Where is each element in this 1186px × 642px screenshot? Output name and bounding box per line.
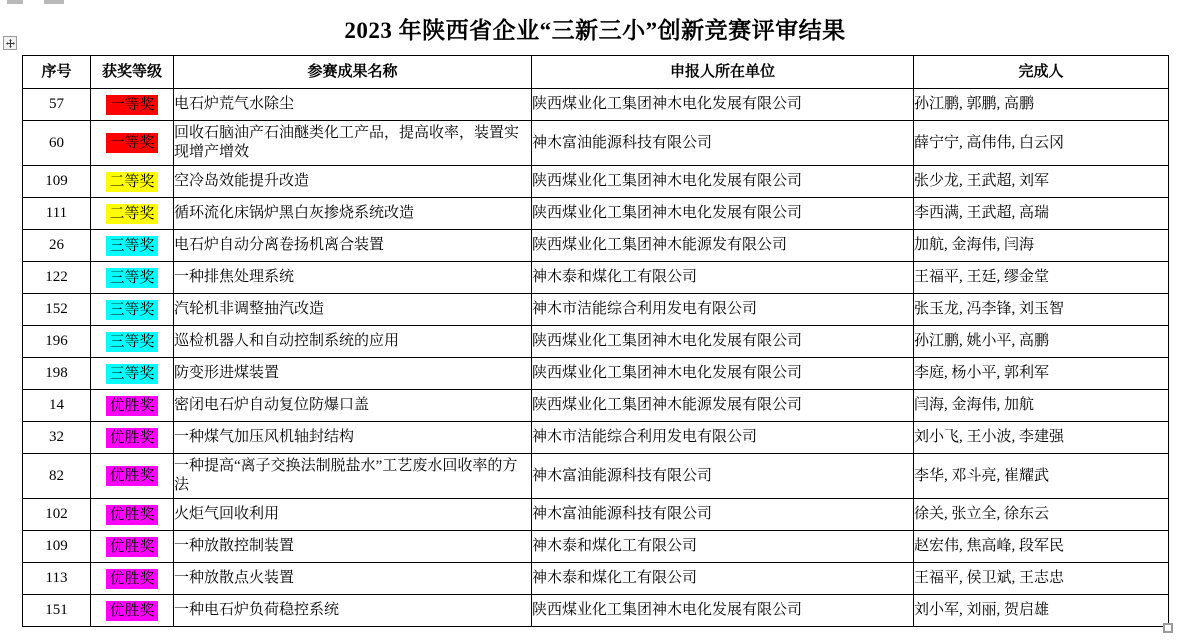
- cell-award: [91, 454, 174, 499]
- table-resize-handle[interactable]: [1163, 623, 1173, 633]
- table-row: [23, 262, 1169, 294]
- cell-people: 张少龙, 王武超, 刘军: [914, 166, 1169, 198]
- cell-org: 神木市洁能综合利用发电有限公司: [532, 294, 914, 326]
- cell-award: [91, 422, 174, 454]
- award-badge: 三等奖: [106, 364, 157, 384]
- cell-project: 一种放散点火装置: [174, 563, 532, 595]
- cell-people: 王福平, 王廷, 缪金堂: [914, 262, 1169, 294]
- cell-org: 陕西煤业化工集团神木能源发展有限公司: [532, 390, 914, 422]
- cell-project: 密闭电石炉自动复位防爆口盖: [174, 390, 532, 422]
- cell-award: [91, 198, 174, 230]
- cell-people: 孙江鹏, 姚小平, 高鹏: [914, 326, 1169, 358]
- cell-org: 神木泰和煤化工有限公司: [532, 563, 914, 595]
- cell-project: 回收石脑油产石油醚类化工产品，提高收率，装置实现增产增效: [174, 121, 532, 166]
- table-move-handle[interactable]: [3, 36, 17, 50]
- cell-org: 神木泰和煤化工有限公司: [532, 262, 914, 294]
- table-row: [23, 390, 1169, 422]
- cell-org: 神木富油能源科技有限公司: [532, 499, 914, 531]
- award-badge: 一等奖: [106, 133, 157, 153]
- award-badge: 三等奖: [106, 300, 157, 320]
- cell-project: 防变形进煤装置: [174, 358, 532, 390]
- cell-project: 巡检机器人和自动控制系统的应用: [174, 326, 532, 358]
- cell-award: [91, 121, 174, 166]
- cell-people: 孙江鹏, 郭鹏, 高鹏: [914, 89, 1169, 121]
- table-row: [23, 89, 1169, 121]
- page-title: 2023 年陕西省企业“三新三小”创新竞赛评审结果: [344, 18, 846, 43]
- award-badge: 优胜奖: [106, 601, 157, 621]
- cell-award: [91, 531, 174, 563]
- cell-project: 电石炉自动分离卷扬机离合装置: [174, 230, 532, 262]
- table-row: [23, 595, 1169, 627]
- cell-org: 神木市洁能综合利用发电有限公司: [532, 422, 914, 454]
- col-header-project: 参赛成果名称: [174, 56, 532, 89]
- award-badge: 二等奖: [106, 172, 157, 192]
- cell-award: [91, 326, 174, 358]
- cell-people: 王福平, 侯卫斌, 王志忠: [914, 563, 1169, 595]
- cell-org: 神木泰和煤化工有限公司: [532, 531, 914, 563]
- cell-org: 神木富油能源科技有限公司: [532, 454, 914, 499]
- table-row: [23, 326, 1169, 358]
- cell-people: 李庭, 杨小平, 郭利军: [914, 358, 1169, 390]
- cell-no: 32: [23, 422, 91, 454]
- cell-project: 一种排焦处理系统: [174, 262, 532, 294]
- table-row: [23, 166, 1169, 198]
- cell-project: 汽轮机非调整抽汽改造: [174, 294, 532, 326]
- award-badge: 优胜奖: [106, 466, 157, 486]
- cell-project: 火炬气回收利用: [174, 499, 532, 531]
- cell-no: 122: [23, 262, 91, 294]
- cell-org: 陕西煤业化工集团神木电化发展有限公司: [532, 358, 914, 390]
- cell-people: 张玉龙, 冯李锋, 刘玉智: [914, 294, 1169, 326]
- award-badge: 优胜奖: [106, 537, 157, 557]
- award-badge: 三等奖: [106, 332, 157, 352]
- header-row: [23, 56, 1169, 89]
- cell-no: 109: [23, 531, 91, 563]
- cell-no: 57: [23, 89, 91, 121]
- cell-award: [91, 390, 174, 422]
- award-badge: 三等奖: [106, 236, 157, 256]
- results-table: [22, 55, 1169, 627]
- cell-no: 102: [23, 499, 91, 531]
- award-badge: 优胜奖: [106, 396, 157, 416]
- col-header-people: 完成人: [914, 56, 1169, 89]
- cell-people: 薛宁宁, 高伟伟, 白云冈: [914, 121, 1169, 166]
- cell-no: 196: [23, 326, 91, 358]
- table-row: [23, 198, 1169, 230]
- cell-project: 一种电石炉负荷稳控系统: [174, 595, 532, 627]
- cutoff-content-artifact: [44, 0, 64, 4]
- cell-org: 陕西煤业化工集团神木电化发展有限公司: [532, 326, 914, 358]
- table-row: [23, 294, 1169, 326]
- cell-project: 电石炉荒气水除尘: [174, 89, 532, 121]
- cell-no: 60: [23, 121, 91, 166]
- table-row: [23, 358, 1169, 390]
- award-badge: 二等奖: [106, 204, 157, 224]
- cell-people: 刘小飞, 王小波, 李建强: [914, 422, 1169, 454]
- table-row: [23, 563, 1169, 595]
- cell-award: [91, 294, 174, 326]
- cell-award: [91, 595, 174, 627]
- cell-org: 陕西煤业化工集团神木电化发展有限公司: [532, 198, 914, 230]
- cell-org: 陕西煤业化工集团神木能源发有限公司: [532, 230, 914, 262]
- table-row: [23, 422, 1169, 454]
- cell-no: 26: [23, 230, 91, 262]
- cell-people: 李华, 邓斗亮, 崔耀武: [914, 454, 1169, 499]
- cell-award: [91, 563, 174, 595]
- table-row: [23, 230, 1169, 262]
- cell-people: 赵宏伟, 焦高峰, 段军民: [914, 531, 1169, 563]
- cell-no: 152: [23, 294, 91, 326]
- award-badge: 优胜奖: [106, 505, 157, 525]
- cell-award: [91, 499, 174, 531]
- cell-award: [91, 358, 174, 390]
- cell-award: [91, 166, 174, 198]
- cell-no: 14: [23, 390, 91, 422]
- table-row: [23, 499, 1169, 531]
- cell-people: 徐关, 张立全, 徐东云: [914, 499, 1169, 531]
- award-badge: 优胜奖: [106, 428, 157, 448]
- cell-no: 198: [23, 358, 91, 390]
- cell-no: 111: [23, 198, 91, 230]
- cell-people: 李西满, 王武超, 高瑞: [914, 198, 1169, 230]
- cell-no: 109: [23, 166, 91, 198]
- cell-org: 陕西煤业化工集团神木电化发展有限公司: [532, 166, 914, 198]
- cell-award: [91, 230, 174, 262]
- cell-org: 神木富油能源科技有限公司: [532, 121, 914, 166]
- cell-org: 陕西煤业化工集团神木电化发展有限公司: [532, 89, 914, 121]
- cell-no: 151: [23, 595, 91, 627]
- cell-people: 刘小军, 刘丽, 贺启雄: [914, 595, 1169, 627]
- cell-award: [91, 89, 174, 121]
- cell-project: 循环流化床锅炉黑白灰掺烧系统改造: [174, 198, 532, 230]
- cell-people: 闫海, 金海伟, 加航: [914, 390, 1169, 422]
- cell-project: 一种放散控制装置: [174, 531, 532, 563]
- cell-no: 113: [23, 563, 91, 595]
- table-row: [23, 121, 1169, 166]
- cell-award: [91, 262, 174, 294]
- cutoff-content-artifact: [7, 0, 23, 4]
- cell-project: 空冷岛效能提升改造: [174, 166, 532, 198]
- table-move-cross-icon: [6, 39, 15, 48]
- table-row: [23, 531, 1169, 563]
- col-header-no: 序号: [23, 56, 91, 89]
- award-badge: 优胜奖: [106, 569, 157, 589]
- cell-org: 陕西煤业化工集团神木电化发展有限公司: [532, 595, 914, 627]
- table-row: [23, 454, 1169, 499]
- cell-project: 一种提高“离子交换法制脱盐水”工艺废水回收率的方法: [174, 454, 532, 499]
- cell-people: 加航, 金海伟, 闫海: [914, 230, 1169, 262]
- award-badge: 三等奖: [106, 268, 157, 288]
- col-header-org: 申报人所在单位: [532, 56, 914, 89]
- cell-project: 一种煤气加压风机轴封结构: [174, 422, 532, 454]
- col-header-award: 获奖等级: [91, 56, 174, 89]
- award-badge: 一等奖: [106, 95, 157, 115]
- cell-no: 82: [23, 454, 91, 499]
